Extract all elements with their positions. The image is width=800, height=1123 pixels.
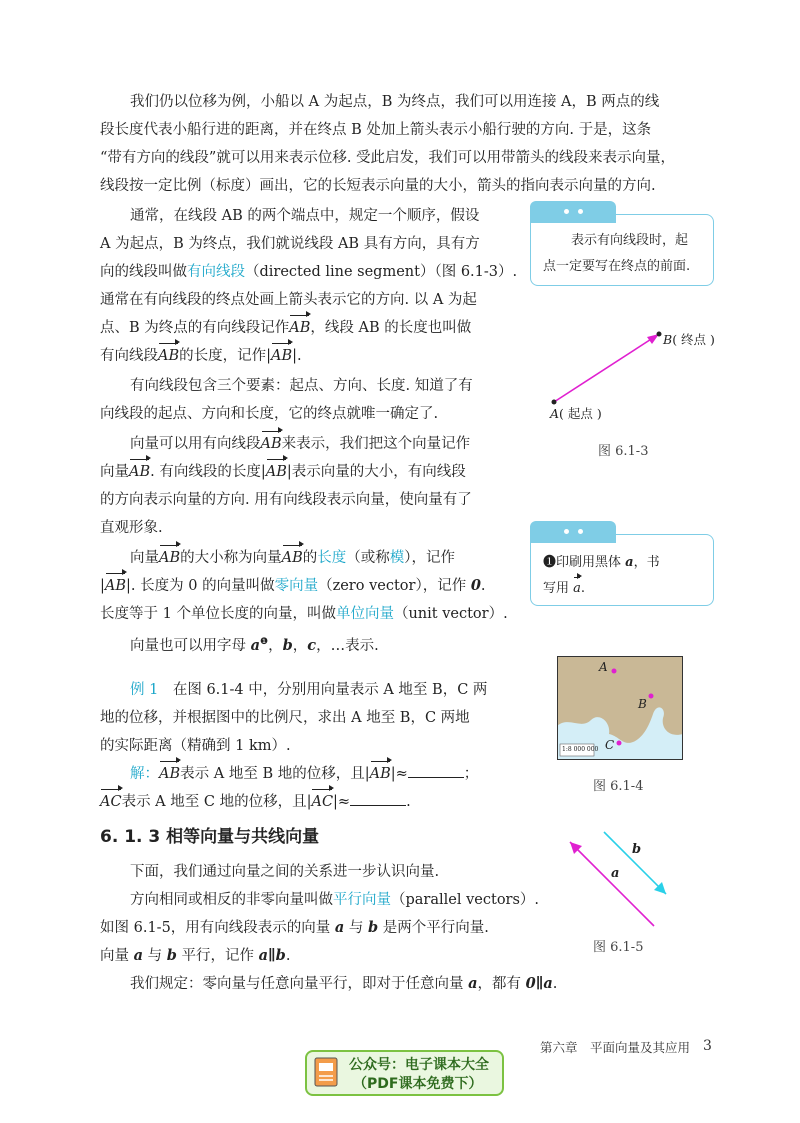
- intro-line-4: 线段按一定比例（标度）画出，它的长短表示向量的大小，箭头的指向表示向量的方向.: [100, 178, 656, 194]
- solution-line-2: [100, 788, 411, 816]
- footnote-marker: ❶: [543, 555, 557, 570]
- p4-text: |表示向量的大小，有向线段: [286, 464, 466, 480]
- solution-text: 表示 A 地至 B 地的位移，且|: [180, 766, 370, 782]
- section-text: 与: [344, 920, 369, 936]
- solution-text: .: [406, 794, 411, 810]
- section-text: 方向相同或相反的非零向量叫做: [130, 892, 333, 908]
- p4-text: 来表示，我们把这个向量记作: [281, 436, 471, 452]
- p2-line-6: [100, 342, 302, 370]
- p5-text: ，: [268, 637, 283, 654]
- p5-line-3: [100, 600, 508, 628]
- book-icon: [313, 1056, 341, 1090]
- note-1-line-2: 点一定要写在终点的前面.: [543, 259, 691, 274]
- p2-text: 向的线段叫做: [100, 264, 187, 280]
- parallel-notation: a∥b: [258, 947, 286, 964]
- p5-text: 的大小称为向量: [180, 550, 282, 566]
- p4-line-1: [100, 430, 470, 458]
- side-note-2: [530, 534, 714, 606]
- solution-text: |≈: [390, 766, 408, 782]
- p3-line-2: 向线段的起点、方向和长度，它的终点就唯一确定了.: [100, 406, 439, 422]
- p2-text: |.: [292, 348, 302, 364]
- note-text: 印刷用黑体: [556, 555, 626, 570]
- section-text: 我们规定：零向量与任意向量平行，即对于任意向量: [130, 976, 469, 992]
- watermark-line-1: 公众号：电子课本大全: [349, 1057, 489, 1073]
- note-dot: [564, 529, 569, 534]
- section-line-3: [100, 914, 489, 942]
- letter-b: b: [282, 636, 293, 654]
- watermark-line-2: （PDF课本免费下）: [353, 1076, 483, 1092]
- note-2-line-1: [543, 550, 660, 576]
- p2-text: ，线段 AB 的长度也叫做: [310, 320, 472, 336]
- label-b: b: [632, 842, 642, 857]
- vector-AB: AB: [261, 430, 282, 458]
- p4-line-4: 直观形象.: [100, 520, 163, 536]
- figure-6-1-4-map: [557, 656, 683, 760]
- vector-AB: AB: [282, 544, 303, 572]
- note-tab: [530, 201, 616, 223]
- section-text: .: [552, 976, 558, 992]
- section-line-4: [100, 942, 290, 970]
- section-text: .: [285, 948, 291, 964]
- example-line-1: [100, 676, 487, 704]
- section-line-5: [100, 970, 557, 998]
- p2-line-4: 通常在有向线段的终点处画上箭头表示它的方向. 以 A 为起: [100, 292, 477, 308]
- chapter-footer: 第六章 平面向量及其应用: [540, 1040, 691, 1055]
- vector-b: b: [166, 947, 177, 964]
- section-text: 与: [143, 948, 167, 964]
- solution-text: |≈: [333, 794, 351, 810]
- term-parallel-vectors: 平行向量: [333, 892, 391, 908]
- note-2-line-2: [543, 576, 585, 602]
- note-1-line-1: 表示有向线段时，起: [571, 233, 689, 248]
- note-text: ，书: [633, 555, 660, 570]
- term-unit-vector: 单位向量: [335, 606, 394, 622]
- p5-text: （或称: [346, 550, 390, 566]
- p5-text: （zero vector），记作: [318, 578, 471, 594]
- p4-text: 向量: [100, 464, 129, 480]
- p4-line-2: [100, 458, 466, 486]
- zero-parallel-notation: 0∥a: [525, 975, 553, 992]
- section-text: 如图 6.1-5，用有向线段表示的向量: [100, 920, 335, 936]
- footnote-marker: ❶: [260, 637, 269, 647]
- solution-text: ；: [463, 766, 479, 782]
- p4-text: . 有向线段的长度|: [150, 464, 266, 480]
- watermark-badge: [305, 1050, 504, 1096]
- vector-b: b: [368, 919, 379, 936]
- vector-AB: AB: [105, 572, 126, 600]
- p5-text: 向量也可以用字母: [130, 637, 251, 654]
- p4-line-3: 的方向表示向量的方向. 用有向线段表示向量，使向量有了: [100, 492, 472, 508]
- vector-AB: AB: [159, 544, 180, 572]
- intro-line-2: 段长度代表小船行进的距离，并在终点 B 处加上箭头表示小船行驶的方向. 于是，这条: [100, 122, 652, 138]
- note-text: 写用: [543, 581, 574, 596]
- vector-a: a: [468, 975, 478, 992]
- figure-caption: 图 6.1-3: [598, 444, 649, 459]
- p2-line-2: A 为起点，B 为终点，我们就说线段 AB 具有方向，具有方: [100, 236, 480, 252]
- figure-caption: 图 6.1-4: [593, 779, 644, 794]
- vector-a: a: [334, 919, 345, 936]
- map-point-A: [612, 669, 617, 674]
- term-zero-vector: 零向量: [274, 578, 319, 594]
- section-text: 平行，记作: [176, 948, 259, 964]
- example-line-3: 的实际距离（精确到 1 km）.: [100, 738, 291, 754]
- intro-line-3: “带有方向的线段”就可以用来表示位移. 受此启发，我们可以用带箭头的线段来表示向量，: [100, 150, 676, 166]
- section-text: （parallel vectors）.: [391, 892, 540, 908]
- vector-AB: AB: [129, 458, 150, 486]
- p5-text: 长度等于 1 个单位长度的向量，叫做: [100, 606, 336, 622]
- map-label-B: B: [638, 697, 647, 711]
- example-line-2: 地的位移，并根据图中的比例尺，求出 A 地至 B，C 两地: [100, 710, 470, 726]
- map-label-C: C: [605, 738, 615, 752]
- note-tab: [530, 521, 616, 543]
- p2-text: 有向线段: [100, 348, 158, 364]
- handwritten-vector-a: a: [573, 576, 581, 602]
- p2-text: 的长度，记作|: [179, 348, 272, 364]
- p5-line-1: [100, 544, 455, 572]
- label-B-end: [663, 330, 715, 348]
- label-end-note: ( 终点 ): [672, 332, 715, 347]
- vector-AB: AB: [271, 342, 292, 370]
- solution-line-1: [100, 760, 478, 788]
- vector-AB: AB: [158, 342, 179, 370]
- p5-text: 向量: [130, 550, 159, 566]
- vector-a-line: [570, 842, 654, 926]
- map-scale-label: 1:8 000 000: [562, 746, 599, 753]
- zero-vector-symbol: 0: [470, 577, 481, 594]
- section-line-1: 下面，我们通过向量之间的关系进一步认识向量.: [130, 864, 440, 880]
- p2-text: （directed line segment）（图 6.1-3）.: [245, 264, 518, 280]
- figure-caption: 图 6.1-5: [593, 940, 644, 955]
- p5-text: 的: [302, 550, 318, 566]
- example-label: 例 1: [130, 682, 159, 698]
- label-A-start: [550, 404, 602, 422]
- letter-a: a: [250, 636, 261, 654]
- term-length: 长度: [317, 550, 347, 566]
- vector-a: a: [133, 947, 144, 964]
- section-text: 向量: [100, 948, 134, 964]
- answer-blank-1[interactable]: [408, 763, 464, 778]
- label-B: B: [663, 332, 673, 347]
- p5-text: ），记作: [404, 550, 456, 566]
- vector-AC: AC: [311, 788, 333, 816]
- vector-AB: AB: [159, 760, 180, 788]
- section-text: ，都有: [477, 976, 526, 992]
- p5-line-4: [100, 628, 379, 660]
- note-dot: [564, 209, 569, 214]
- p3-line-1: 有向线段包含三个要素：起点、方向、长度. 知道了有: [130, 378, 473, 394]
- note-text: .: [580, 581, 586, 596]
- vector-AB: AB: [370, 760, 391, 788]
- p5-text: ，…表示.: [316, 637, 379, 654]
- solution-text: 表示 A 地至 C 地的位移，且|: [121, 794, 312, 810]
- vector-AB: AB: [289, 314, 310, 342]
- bold-a: a: [625, 555, 634, 570]
- map-label-A: A: [599, 660, 608, 674]
- map-point-C: [617, 741, 622, 746]
- p2-text: 点、B 为终点的有向线段记作: [100, 320, 290, 336]
- map-point-B: [649, 694, 654, 699]
- note-dot: [578, 529, 583, 534]
- label-A: A: [550, 406, 560, 421]
- p5-text: |: [100, 578, 105, 594]
- p2-line-1: 通常，在线段 AB 的两个端点中，规定一个顺序，假设: [130, 208, 480, 224]
- vector-AC: AC: [100, 788, 122, 816]
- example-text: 在图 6.1-4 中，分别用向量表示 A 地至 B，C 两: [172, 682, 488, 698]
- section-heading: 6. 1. 3 相等向量与共线向量: [100, 827, 320, 847]
- point-B: [657, 332, 662, 337]
- page-number: 3: [703, 1038, 712, 1054]
- section-line-2: [100, 886, 539, 914]
- p5-line-2: [100, 572, 486, 600]
- side-note-1: [530, 214, 714, 286]
- note-dot: [578, 209, 583, 214]
- directed-segment-AB: [554, 334, 659, 402]
- p2-line-3: [100, 258, 517, 286]
- term-directed-segment: 有向线段: [187, 264, 245, 280]
- p5-text: ，: [292, 637, 308, 654]
- p5-text: |. 长度为 0 的向量叫做: [126, 578, 275, 594]
- label-start-note: ( 起点 ): [559, 406, 602, 421]
- p5-text: .: [480, 578, 486, 594]
- p2-line-5: [100, 314, 471, 342]
- p4-text: 向量可以用有向线段: [130, 436, 261, 452]
- answer-blank-2[interactable]: [350, 791, 406, 806]
- figure-6-1-5: [560, 826, 680, 936]
- term-modulus: 模: [389, 550, 405, 566]
- section-text: 是两个平行向量.: [378, 920, 489, 936]
- solution-label: 解：: [130, 766, 159, 782]
- vector-AB: AB: [266, 458, 287, 486]
- p5-text: （unit vector）.: [393, 606, 508, 622]
- letter-c: c: [307, 636, 317, 654]
- label-a: a: [611, 866, 620, 881]
- intro-line-1: 我们仍以位移为例，小船以 A 为起点，B 为终点，我们可以用连接 A，B 两点的线: [130, 94, 660, 110]
